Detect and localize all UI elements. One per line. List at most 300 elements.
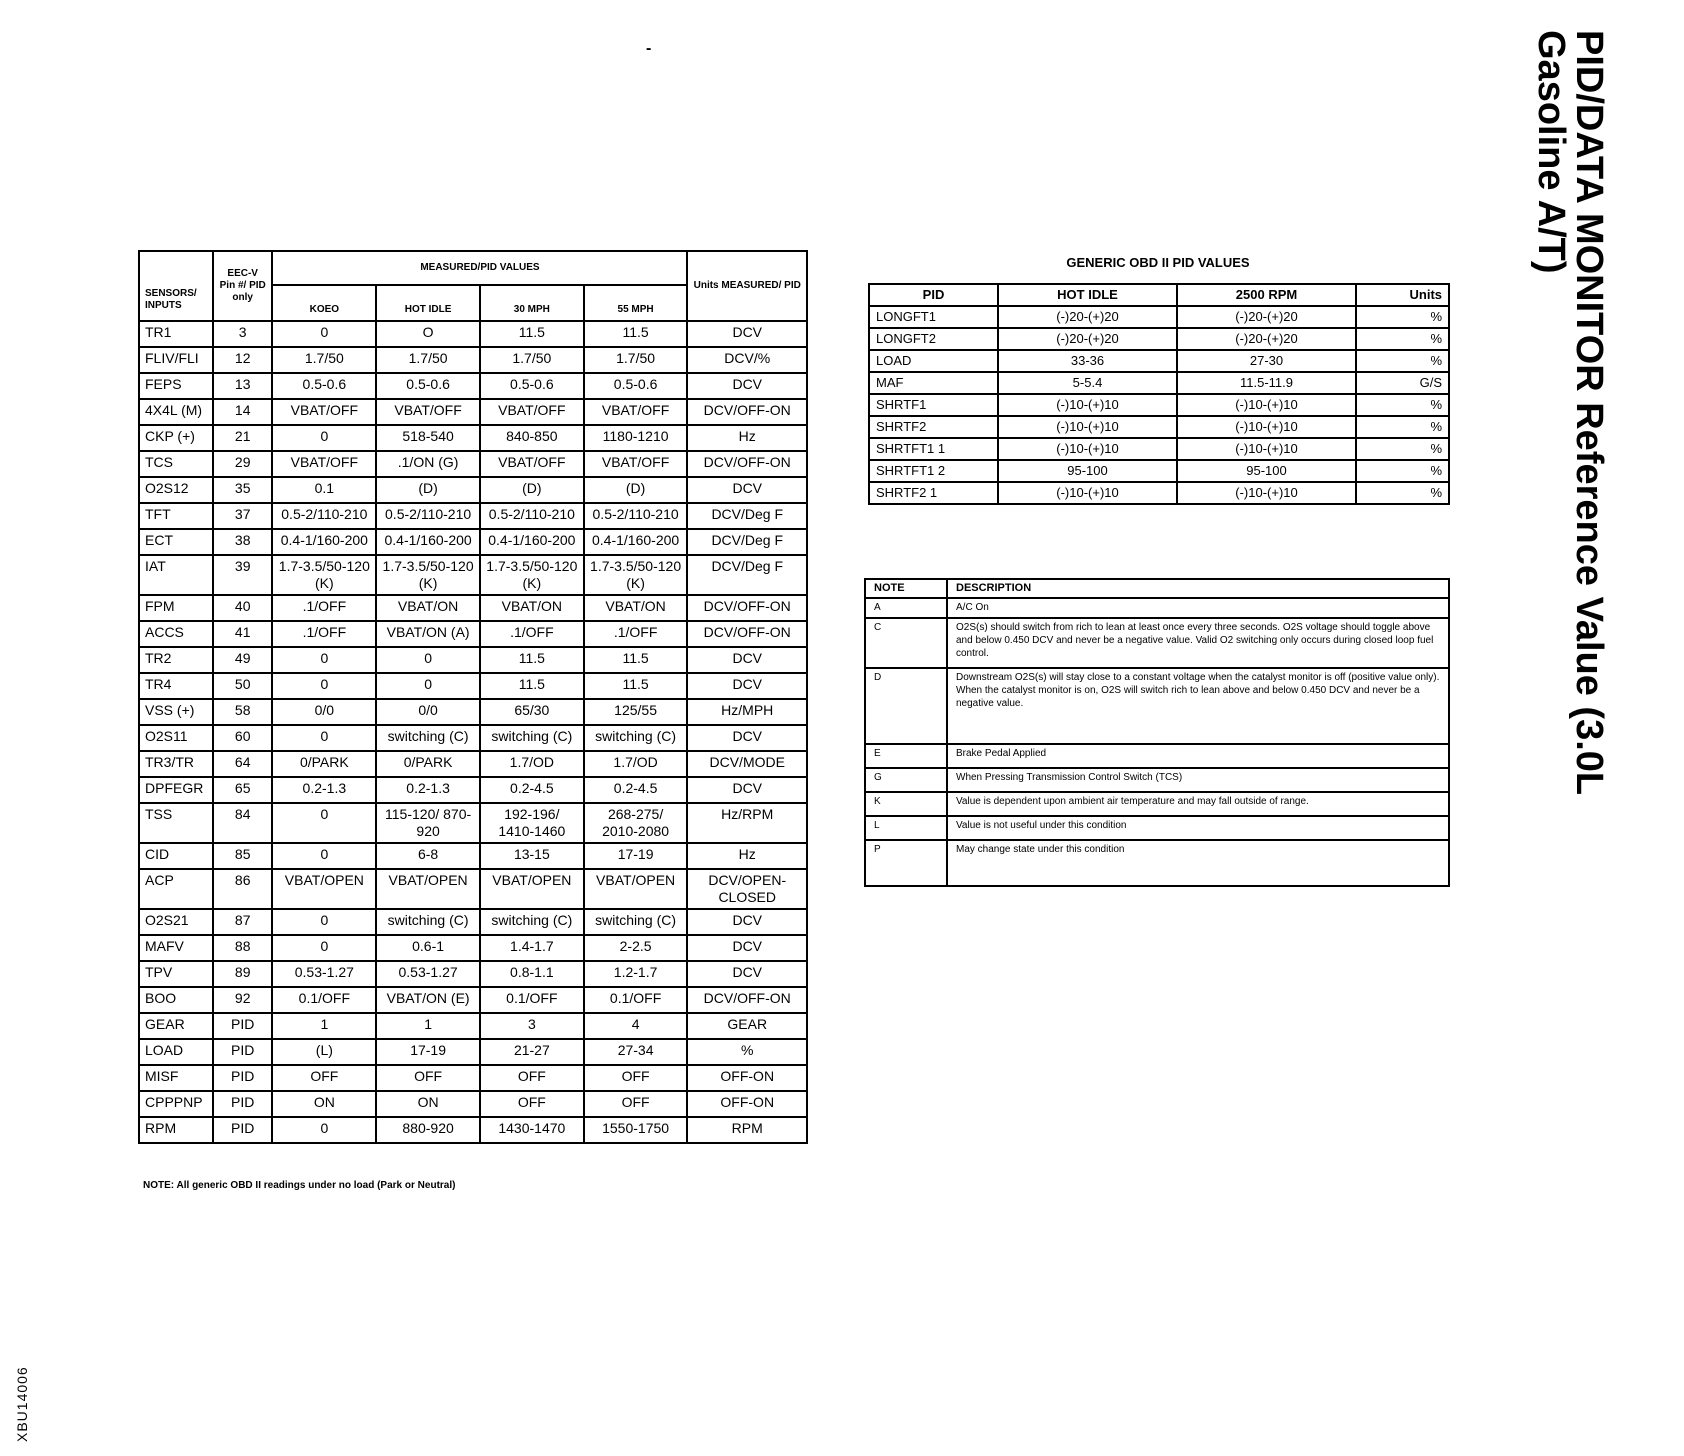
table-cell: TR2 [139, 647, 213, 673]
table-cell: DPFEGR [139, 777, 213, 803]
table-cell: 6-8 [376, 843, 480, 869]
table-cell: 21 [213, 425, 273, 451]
table-cell: 35 [213, 477, 273, 503]
table-cell: 0/0 [272, 699, 376, 725]
table-row [139, 1013, 807, 1039]
table-cell: 21-27 [480, 1039, 584, 1065]
obd-cell: G/S [1356, 372, 1449, 394]
obd-header-pid: PID [869, 284, 998, 306]
table-row [139, 347, 807, 373]
note-description: When Pressing Transmission Control Switch (TCS) [947, 768, 1449, 792]
table-cell: .1/OFF [272, 621, 376, 647]
table-row [139, 843, 807, 869]
table-cell: 2-2.5 [584, 935, 688, 961]
table-cell: DCV/OFF-ON [687, 595, 807, 621]
table-cell: O2S12 [139, 477, 213, 503]
table-cell: VBAT/ON [480, 595, 584, 621]
table-cell: 39 [213, 555, 273, 595]
table-cell: ON [272, 1091, 376, 1117]
table-cell: 17-19 [584, 843, 688, 869]
table-cell: 518-540 [376, 425, 480, 451]
table-cell: switching (C) [376, 909, 480, 935]
table-cell: switching (C) [584, 909, 688, 935]
table-cell: DCV [687, 321, 807, 347]
table-cell: 1180-1210 [584, 425, 688, 451]
table-cell: 85 [213, 843, 273, 869]
obd-cell: % [1356, 416, 1449, 438]
obd-cell: LONGFT1 [869, 306, 998, 328]
table-cell: Hz/RPM [687, 803, 807, 843]
table-row [139, 1039, 807, 1065]
obd-row [869, 416, 1449, 438]
table-cell: 1.7-3.5/50-120 (K) [584, 555, 688, 595]
obd-cell: (-)10-(+)10 [1177, 416, 1356, 438]
table-cell: VBAT/OPEN [584, 869, 688, 909]
obd-row [869, 460, 1449, 482]
note-letter: L [865, 816, 947, 840]
header-measured-values: MEASURED/PID VALUES [272, 251, 687, 285]
obd-cell: 11.5-11.9 [1177, 372, 1356, 394]
obd-cell: 95-100 [1177, 460, 1356, 482]
table-cell: DCV/MODE [687, 751, 807, 777]
table-cell: GEAR [139, 1013, 213, 1039]
note-letter: P [865, 840, 947, 886]
table-cell: LOAD [139, 1039, 213, 1065]
table-row [139, 777, 807, 803]
table-row [139, 425, 807, 451]
note-row [865, 618, 1449, 668]
table-cell: 86 [213, 869, 273, 909]
table-row [139, 935, 807, 961]
obd-cell: % [1356, 460, 1449, 482]
table-cell: BOO [139, 987, 213, 1013]
main-table-body [139, 321, 807, 1143]
table-row [139, 1065, 807, 1091]
table-cell: 0.4-1/160-200 [584, 529, 688, 555]
obd-cell: LOAD [869, 350, 998, 372]
header-units: Units MEASURED/ PID [687, 251, 807, 321]
obd-cell: 33-36 [998, 350, 1177, 372]
table-cell: TR1 [139, 321, 213, 347]
notes-table-body [865, 598, 1449, 886]
table-cell: VBAT/OFF [584, 399, 688, 425]
table-cell: CKP (+) [139, 425, 213, 451]
table-cell: 0.5-0.6 [480, 373, 584, 399]
table-cell: 17-19 [376, 1039, 480, 1065]
table-cell: DCV/OFF-ON [687, 987, 807, 1013]
table-cell: (L) [272, 1039, 376, 1065]
table-cell: VBAT/OPEN [376, 869, 480, 909]
table-cell: 0 [272, 673, 376, 699]
table-cell: PID [213, 1065, 273, 1091]
table-cell: TR4 [139, 673, 213, 699]
table-cell: VBAT/ON (A) [376, 621, 480, 647]
table-cell: TCS [139, 451, 213, 477]
table-cell: 1 [376, 1013, 480, 1039]
table-cell: IAT [139, 555, 213, 595]
table-cell: 0.2-1.3 [272, 777, 376, 803]
obd-header-units: Units [1356, 284, 1449, 306]
obd-cell: % [1356, 438, 1449, 460]
obd-row [869, 394, 1449, 416]
obd-cell: (-)10-(+)10 [998, 438, 1177, 460]
obd-cell: 27-30 [1177, 350, 1356, 372]
table-row [139, 987, 807, 1013]
table-cell: 89 [213, 961, 273, 987]
obd-header-hot-idle: HOT IDLE [998, 284, 1177, 306]
table-cell: 125/55 [584, 699, 688, 725]
obd-cell: (-)10-(+)10 [1177, 438, 1356, 460]
obd-cell: (-)10-(+)10 [1177, 394, 1356, 416]
table-cell: O2S11 [139, 725, 213, 751]
obd-row [869, 306, 1449, 328]
table-cell: 1.7/OD [480, 751, 584, 777]
table-cell: 1.7/50 [480, 347, 584, 373]
table-cell: RPM [687, 1117, 807, 1143]
table-row [139, 1117, 807, 1143]
main-table-note: NOTE: All generic OBD II readings under no load (Park or Neutral) [143, 1180, 456, 1191]
table-cell: 0 [376, 647, 480, 673]
table-cell: 11.5 [584, 647, 688, 673]
table-cell: DCV [687, 725, 807, 751]
note-row [865, 792, 1449, 816]
table-cell: 50 [213, 673, 273, 699]
obd-cell: (-)10-(+)10 [998, 394, 1177, 416]
table-cell: 0.5-2/110-210 [480, 503, 584, 529]
table-cell: 1 [272, 1013, 376, 1039]
table-cell: 0 [272, 843, 376, 869]
note-description: Value is not useful under this condition [947, 816, 1449, 840]
table-cell: switching (C) [376, 725, 480, 751]
table-row [139, 803, 807, 843]
obd-cell: SHRTF2 1 [869, 482, 998, 504]
table-cell: 0.2-1.3 [376, 777, 480, 803]
table-cell: MAFV [139, 935, 213, 961]
table-cell: VBAT/OFF [376, 399, 480, 425]
table-cell: ACCS [139, 621, 213, 647]
table-cell: 0.4-1/160-200 [376, 529, 480, 555]
table-cell: 29 [213, 451, 273, 477]
obd-table-body [869, 306, 1449, 504]
table-cell: (D) [584, 477, 688, 503]
table-cell: VBAT/OFF [480, 451, 584, 477]
table-cell: FEPS [139, 373, 213, 399]
note-description: Downstream O2S(s) will stay close to a constant voltage when the catalyst monitor is off (positive value only). When the catalyst monitor is on, O2S will switch rich to lean above and below 0.450 DCV and never be a negative value. [947, 668, 1449, 744]
table-cell: DCV [687, 935, 807, 961]
table-cell: switching (C) [480, 725, 584, 751]
table-cell: 0 [376, 673, 480, 699]
table-cell: DCV [687, 647, 807, 673]
figure-id: XBU14006 [14, 1366, 30, 1442]
header-pin: EEC-V Pin #/ PID only [213, 251, 273, 321]
table-row [139, 961, 807, 987]
table-cell: CPPPNP [139, 1091, 213, 1117]
table-cell: 0.1/OFF [272, 987, 376, 1013]
table-cell: OFF [376, 1065, 480, 1091]
obd-cell: SHRTFT1 1 [869, 438, 998, 460]
table-cell: DCV/% [687, 347, 807, 373]
table-row [139, 751, 807, 777]
table-cell: .1/OFF [480, 621, 584, 647]
table-cell: .1/OFF [584, 621, 688, 647]
table-cell: Hz/MPH [687, 699, 807, 725]
table-cell: 49 [213, 647, 273, 673]
page-title [1532, 30, 1608, 795]
table-cell: VBAT/OFF [480, 399, 584, 425]
table-cell: 1.7-3.5/50-120 (K) [376, 555, 480, 595]
table-cell: 3 [480, 1013, 584, 1039]
table-cell: OFF [480, 1091, 584, 1117]
table-row [139, 699, 807, 725]
table-cell: (D) [376, 477, 480, 503]
note-row [865, 840, 1449, 886]
table-cell: VBAT/OPEN [480, 869, 584, 909]
table-cell: 1.2-1.7 [584, 961, 688, 987]
table-cell: 1.7/50 [272, 347, 376, 373]
obd-cell: (-)20-(+)20 [1177, 328, 1356, 350]
obd-pid-table [868, 283, 1450, 505]
table-cell: 0.5-2/110-210 [584, 503, 688, 529]
pid-reference-table [138, 250, 808, 1144]
note-description: Brake Pedal Applied [947, 744, 1449, 768]
table-cell: 0 [272, 425, 376, 451]
table-cell: 1.7/50 [584, 347, 688, 373]
header-55mph: 55 MPH [584, 285, 688, 321]
table-cell: PID [213, 1091, 273, 1117]
table-cell: 12 [213, 347, 273, 373]
table-cell: DCV/OFF-ON [687, 399, 807, 425]
table-cell: 60 [213, 725, 273, 751]
table-cell: 0.1 [272, 477, 376, 503]
obd-row [869, 328, 1449, 350]
table-cell: PID [213, 1117, 273, 1143]
table-cell: FLIV/FLI [139, 347, 213, 373]
table-row [139, 595, 807, 621]
table-cell: 0.5-0.6 [584, 373, 688, 399]
obd-cell: % [1356, 394, 1449, 416]
obd-cell: (-)20-(+)20 [1177, 306, 1356, 328]
table-cell: ON [376, 1091, 480, 1117]
table-cell: OFF [584, 1065, 688, 1091]
table-cell: switching (C) [480, 909, 584, 935]
table-cell: ECT [139, 529, 213, 555]
table-cell: DCV [687, 909, 807, 935]
obd-cell: (-)20-(+)20 [998, 328, 1177, 350]
obd-cell: % [1356, 306, 1449, 328]
table-row [139, 321, 807, 347]
table-cell: OFF [584, 1091, 688, 1117]
table-cell: VSS (+) [139, 699, 213, 725]
obd-cell: MAF [869, 372, 998, 394]
notes-header-description: DESCRIPTION [947, 579, 1449, 598]
table-row [139, 503, 807, 529]
table-row [139, 647, 807, 673]
table-cell: OFF [480, 1065, 584, 1091]
table-cell: 11.5 [584, 673, 688, 699]
table-cell: VBAT/ON [584, 595, 688, 621]
note-letter: D [865, 668, 947, 744]
note-row [865, 668, 1449, 744]
table-cell: DCV [687, 373, 807, 399]
table-cell: O [376, 321, 480, 347]
obd-row [869, 438, 1449, 460]
table-cell: 0.53-1.27 [376, 961, 480, 987]
table-cell: TR3/TR [139, 751, 213, 777]
note-row [865, 768, 1449, 792]
obd-cell: 95-100 [998, 460, 1177, 482]
table-cell: 0.53-1.27 [272, 961, 376, 987]
table-cell: 0.5-0.6 [272, 373, 376, 399]
table-cell: 192-196/ 1410-1460 [480, 803, 584, 843]
table-cell: DCV/OFF-ON [687, 451, 807, 477]
table-cell: OFF-ON [687, 1091, 807, 1117]
table-row [139, 673, 807, 699]
table-cell: .1/ON (G) [376, 451, 480, 477]
table-cell: 1.7-3.5/50-120 (K) [480, 555, 584, 595]
table-cell: 0/PARK [272, 751, 376, 777]
table-row [139, 909, 807, 935]
table-cell: % [687, 1039, 807, 1065]
table-cell: 0/PARK [376, 751, 480, 777]
table-cell: (D) [480, 477, 584, 503]
table-cell: 3 [213, 321, 273, 347]
table-cell: 880-920 [376, 1117, 480, 1143]
note-letter: K [865, 792, 947, 816]
table-cell: VBAT/ON [376, 595, 480, 621]
table-cell: 0 [272, 909, 376, 935]
obd-cell: SHRTF2 [869, 416, 998, 438]
table-cell: 1.4-1.7 [480, 935, 584, 961]
table-cell: 1550-1750 [584, 1117, 688, 1143]
table-cell: 11.5 [584, 321, 688, 347]
table-cell: 1.7-3.5/50-120 (K) [272, 555, 376, 595]
table-cell: 0 [272, 321, 376, 347]
obd-header-2500rpm: 2500 RPM [1177, 284, 1356, 306]
table-cell: 11.5 [480, 673, 584, 699]
table-cell: DCV/OFF-ON [687, 621, 807, 647]
table-row [139, 621, 807, 647]
table-row [139, 529, 807, 555]
obd-row [869, 482, 1449, 504]
table-cell: 115-120/ 870-920 [376, 803, 480, 843]
table-cell: 0 [272, 647, 376, 673]
obd-cell: (-)10-(+)10 [998, 482, 1177, 504]
table-cell: 58 [213, 699, 273, 725]
table-cell: 0 [272, 803, 376, 843]
stray-mark: - [646, 40, 652, 57]
table-cell: DCV/Deg F [687, 555, 807, 595]
note-description: A/C On [947, 598, 1449, 618]
table-cell: 92 [213, 987, 273, 1013]
table-cell: DCV/OPEN- CLOSED [687, 869, 807, 909]
header-koeo: KOEO [272, 285, 376, 321]
table-row [139, 477, 807, 503]
table-cell: DCV [687, 477, 807, 503]
obd-cell: (-)10-(+)10 [1177, 482, 1356, 504]
table-cell: TSS [139, 803, 213, 843]
table-cell: 840-850 [480, 425, 584, 451]
table-cell: DCV [687, 673, 807, 699]
notes-header-note: NOTE [865, 579, 947, 598]
note-letter: G [865, 768, 947, 792]
table-cell: 1430-1470 [480, 1117, 584, 1143]
table-cell: 268-275/ 2010-2080 [584, 803, 688, 843]
table-cell: 65/30 [480, 699, 584, 725]
table-cell: 11.5 [480, 647, 584, 673]
table-row [139, 451, 807, 477]
table-cell: 64 [213, 751, 273, 777]
table-cell: O2S21 [139, 909, 213, 935]
table-cell: OFF [272, 1065, 376, 1091]
table-cell: 14 [213, 399, 273, 425]
note-row [865, 598, 1449, 618]
obd-row [869, 372, 1449, 394]
table-cell: 65 [213, 777, 273, 803]
table-cell: 1.7/50 [376, 347, 480, 373]
table-cell: Hz [687, 843, 807, 869]
table-cell: 4X4L (M) [139, 399, 213, 425]
page-title-line2: Gasoline A/T) [1530, 30, 1572, 274]
table-cell: 0.5-2/110-210 [272, 503, 376, 529]
table-cell: switching (C) [584, 725, 688, 751]
table-cell: 40 [213, 595, 273, 621]
table-cell: 13 [213, 373, 273, 399]
note-description: Value is dependent upon ambient air temperature and may fall outside of range. [947, 792, 1449, 816]
note-row [865, 816, 1449, 840]
obd-cell: (-)10-(+)10 [998, 416, 1177, 438]
table-row [139, 725, 807, 751]
table-cell: DCV/Deg F [687, 529, 807, 555]
table-cell: 0 [272, 1117, 376, 1143]
table-cell: .1/OFF [272, 595, 376, 621]
table-cell: 27-34 [584, 1039, 688, 1065]
table-cell: 4 [584, 1013, 688, 1039]
table-cell: 88 [213, 935, 273, 961]
notes-table [864, 578, 1450, 887]
obd-cell: SHRTF1 [869, 394, 998, 416]
table-row [139, 555, 807, 595]
table-cell: MISF [139, 1065, 213, 1091]
table-row [139, 399, 807, 425]
obd-cell: % [1356, 350, 1449, 372]
table-cell: VBAT/ON (E) [376, 987, 480, 1013]
note-row [865, 744, 1449, 768]
header-hot-idle: HOT IDLE [376, 285, 480, 321]
table-cell: 1.7/OD [584, 751, 688, 777]
table-cell: 0.2-4.5 [480, 777, 584, 803]
obd-cell: (-)20-(+)20 [998, 306, 1177, 328]
table-cell: 0.5-2/110-210 [376, 503, 480, 529]
table-cell: 0.1/OFF [584, 987, 688, 1013]
table-cell: 38 [213, 529, 273, 555]
note-letter: A [865, 598, 947, 618]
table-cell: 41 [213, 621, 273, 647]
table-cell: 0.8-1.1 [480, 961, 584, 987]
table-row [139, 1091, 807, 1117]
obd-table-title: GENERIC OBD II PID VALUES [1066, 255, 1250, 270]
table-cell: VBAT/OFF [584, 451, 688, 477]
table-cell: VBAT/OFF [272, 399, 376, 425]
table-cell: Hz [687, 425, 807, 451]
table-row [139, 373, 807, 399]
obd-cell: % [1356, 482, 1449, 504]
table-cell: VBAT/OPEN [272, 869, 376, 909]
table-cell: 0/0 [376, 699, 480, 725]
table-cell: DCV [687, 961, 807, 987]
table-cell: TPV [139, 961, 213, 987]
note-description: May change state under this condition [947, 840, 1449, 886]
table-cell: 87 [213, 909, 273, 935]
